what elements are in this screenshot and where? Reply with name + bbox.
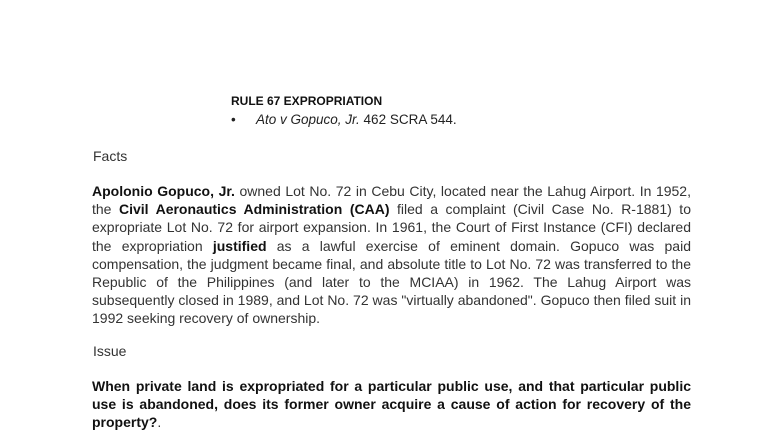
issue-heading: Issue <box>93 343 127 359</box>
issue-paragraph <box>92 377 691 432</box>
facts-heading: Facts <box>93 148 128 164</box>
facts-emphasis: justified <box>212 237 267 254</box>
case-citation-line <box>231 112 457 127</box>
bullet-icon: • <box>231 112 236 127</box>
facts-text: owned Lot No. 72 in Cebu City, located near the Lahug Airport. In 1952, the <box>92 183 691 218</box>
rule-title: RULE 67 EXPROPRIATION <box>231 94 383 108</box>
facts-paragraph <box>92 182 691 328</box>
facts-emphasis: Apolonio Gopuco, Jr. <box>92 183 235 199</box>
facts-emphasis: Civil Aeronautics Administration (CAA) <box>119 201 390 218</box>
case-citation: 462 SCRA 544. <box>359 112 457 127</box>
facts-text: as a lawful exercise of eminent domain. Gopuco was paid compensation, the judgment became final, and absolute title to Lot No. 72 was transferred to the Republic of the Philippines (and later to the MCIAA) in 1962. The Lahug Airport was subsequently closed in 1989, and Lot No. 72 was "virtually abandoned". Gopuco then filed suit in 1992 seeking recovery of ownership. <box>92 237 691 327</box>
issue-question: When private land is expropriated for a particular public use, and that particular public use is abandoned, does its former owner acquire a cause of action for recovery of the property? <box>92 378 691 431</box>
facts-text: filed a complaint (Civil Case No. R-1881) to expropriate Lot No. 72 for airport expansion. In 1961, the Court of First Instance (CFI) declared the expropriation <box>92 201 691 254</box>
issue-trailing: . <box>157 414 162 431</box>
case-name: Ato v Gopuco, Jr. <box>256 112 360 127</box>
